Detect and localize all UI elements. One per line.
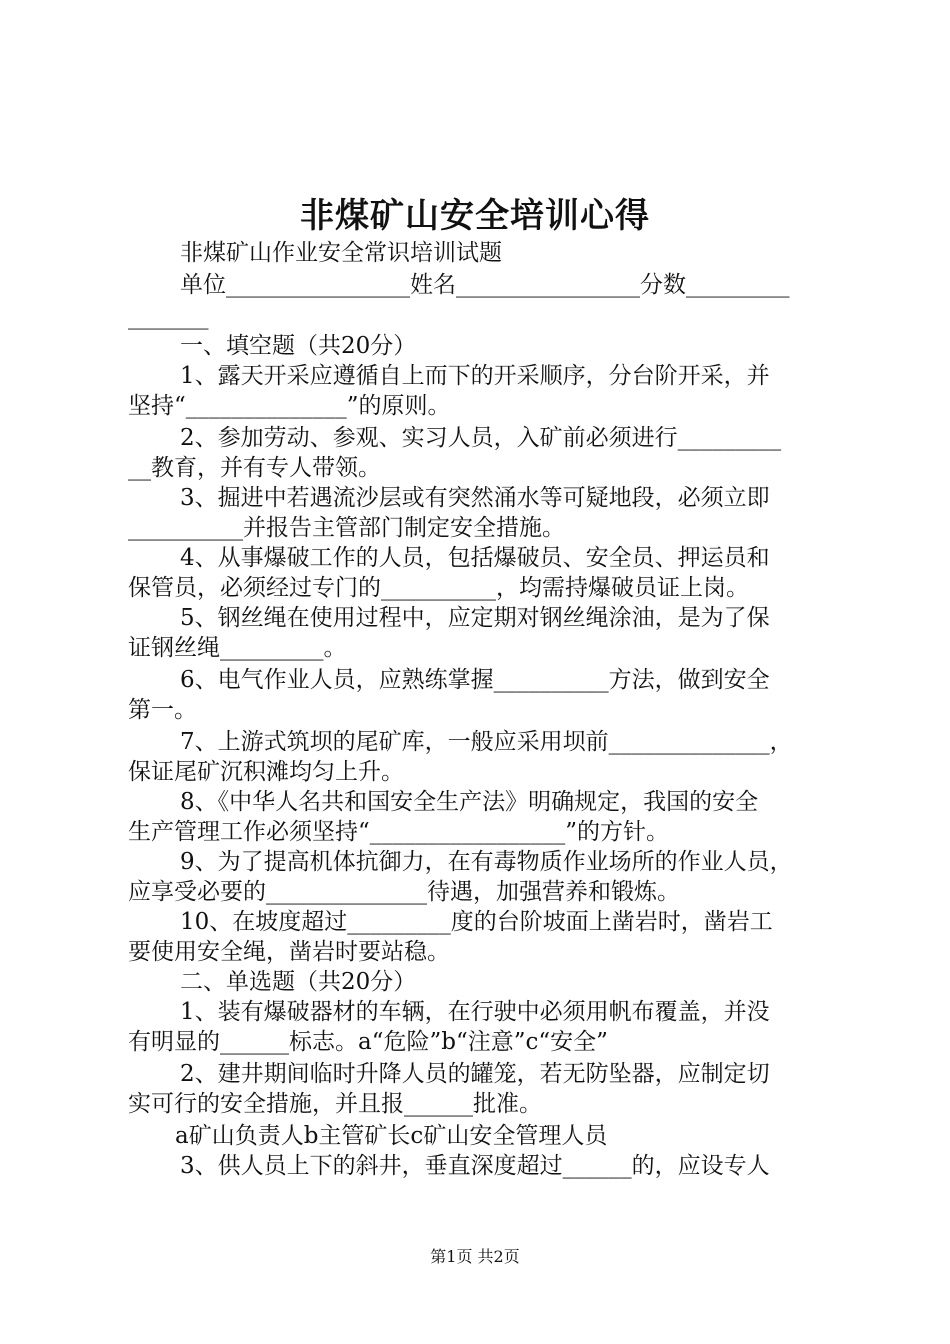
question-line: 保证尾矿沉积滩均匀上升。: [128, 759, 404, 785]
question-line: 有明显的______标志。a“危险”b“注意”c“安全”: [128, 1029, 608, 1055]
question-line: 3、供人员上下的斜井，垂直深度超过______的，应设专人: [180, 1153, 770, 1179]
question-line: 2、参加劳动、参观、实习人员，入矿前必须进行_________: [180, 425, 782, 451]
question-line: 7、上游式筑坝的尾矿库，一般应采用坝前______________，: [180, 729, 793, 755]
question-line: 4、从事爆破工作的人员，包括爆破员、安全员、押运员和: [180, 545, 770, 571]
question-line: 8、《中华人名共和国安全生产法》明确规定，我国的安全: [180, 789, 759, 815]
header-fields-line: 单位________________姓名________________分数_________: [180, 272, 790, 298]
question-line: 应享受必要的______________待遇，加强营养和锻炼。: [128, 879, 680, 905]
question-line: __________并报告主管部门制定安全措施。: [128, 515, 565, 541]
question-line: 9、为了提高机体抗御力，在有毒物质作业场所的作业人员，: [180, 849, 793, 875]
question-line: 5、钢丝绳在使用过程中，应定期对钢丝绳涂油，是为了保: [180, 605, 770, 631]
question-line: 6、电气作业人员，应熟练掌握__________方法，做到安全: [180, 667, 770, 693]
question-line: 2、建井期间临时升降人员的罐笼，若无防坠器，应制定切: [180, 1061, 770, 1087]
document-title: 非煤矿山安全培训心得: [300, 196, 650, 236]
question-line: 要使用安全绳，凿岩时要站稳。: [128, 939, 450, 965]
options-line: a矿山负责人b主管矿长c矿山安全管理人员: [175, 1123, 608, 1149]
question-line: 3、掘进中若遇流沙层或有突然涌水等可疑地段，必须立即: [180, 485, 770, 511]
page-footer: 第1页 共2页: [430, 1247, 520, 1266]
question-line: 1、露天开采应遵循自上而下的开采顺序，分台阶开采，并: [180, 363, 770, 389]
question-line: 第一。: [128, 697, 197, 723]
question-line: 1、装有爆破器材的车辆，在行驶中必须用帆布覆盖，并没: [180, 999, 770, 1025]
question-line: 证钢丝绳_________。: [128, 635, 347, 661]
question-line: 10、在坡度超过_________度的台阶坡面上凿岩时，凿岩工: [180, 909, 773, 935]
question-line: 生产管理工作必须坚持“_________________”的方针。: [128, 819, 670, 845]
question-line: 实可行的安全措施，并且报______批准。: [128, 1091, 542, 1117]
section-heading: 一、填空题（共20分）: [180, 333, 417, 359]
subtitle-line: 非煤矿山作业安全常识培训试题: [180, 240, 502, 266]
section-heading: 二、单选题（共20分）: [180, 969, 417, 995]
text-line: _______: [128, 304, 209, 330]
question-line: 保管员，必须经过专门的__________，均需持爆破员证上岗。: [128, 575, 749, 601]
question-line: 坚持“______________”的原则。: [128, 393, 451, 419]
question-line: __教育，并有专人带领。: [128, 455, 381, 481]
